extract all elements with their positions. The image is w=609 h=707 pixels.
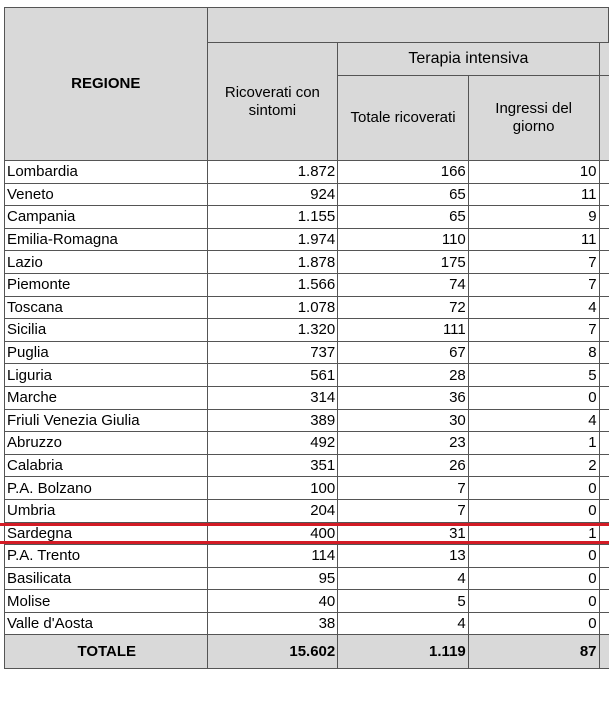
icu-total-column-header — [338, 76, 469, 161]
hospitalized-cell: 1.878 — [207, 251, 338, 274]
region-cell: Sicilia — [5, 319, 208, 342]
row-cut-cell — [599, 590, 608, 613]
region-cell: Puglia — [5, 341, 208, 364]
hospitalized-cell: 1.155 — [207, 206, 338, 229]
table-row — [5, 409, 609, 432]
icu-total-cell: 23 — [338, 432, 469, 455]
table-row — [5, 228, 609, 251]
row-cut-cell — [599, 409, 608, 432]
hospitalized-cell: 204 — [207, 499, 338, 522]
table-row — [5, 612, 609, 635]
region-column-header — [5, 8, 208, 161]
icu-daily-cell: 0 — [468, 477, 599, 500]
region-cell: Abruzzo — [5, 432, 208, 455]
icu-daily-cell: 8 — [468, 341, 599, 364]
icu-daily-cell: 7 — [468, 251, 599, 274]
hospitalized-cell: 1.974 — [207, 228, 338, 251]
icu-daily-cell: 0 — [468, 386, 599, 409]
icu-group-header — [338, 43, 599, 76]
region-header-label: REGIONE — [71, 75, 141, 92]
icu-daily-cell: 0 — [468, 612, 599, 635]
row-cut-cell — [599, 206, 608, 229]
icu-total-cell: 110 — [338, 228, 469, 251]
icu-total-cell: 111 — [338, 319, 469, 342]
table-row — [5, 545, 609, 568]
total-cut-cell — [599, 635, 608, 669]
table-row — [5, 161, 609, 184]
icu-daily-cell: 9 — [468, 206, 599, 229]
row-cut-cell — [599, 364, 608, 387]
icu-daily-cell: 5 — [468, 364, 599, 387]
table-row — [5, 522, 609, 545]
icu-total-cell: 30 — [338, 409, 469, 432]
icu-total-cell: 13 — [338, 545, 469, 568]
hospitalized-header-label: Ricoverati con sintomi — [224, 83, 320, 119]
table-row — [5, 499, 609, 522]
icu-daily-cell: 0 — [468, 590, 599, 613]
row-cut-cell — [599, 567, 608, 590]
hospitalized-cell: 1.078 — [207, 296, 338, 319]
icu-total-cell: 72 — [338, 296, 469, 319]
table-row — [5, 364, 609, 387]
region-cell: Veneto — [5, 183, 208, 206]
icu-daily-cell: 1 — [468, 522, 599, 545]
region-cell: Friuli Venezia Giulia — [5, 409, 208, 432]
icu-daily-cell: 11 — [468, 228, 599, 251]
region-cell: Lazio — [5, 251, 208, 274]
icu-total-cell: 4 — [338, 567, 469, 590]
table-row — [5, 319, 609, 342]
region-cell: Sardegna — [5, 522, 208, 545]
row-cut-cell — [599, 454, 608, 477]
table-row — [5, 386, 609, 409]
row-cut-cell — [599, 477, 608, 500]
icu-daily-cell: 0 — [468, 545, 599, 568]
hospitalized-cell: 40 — [207, 590, 338, 613]
row-cut-cell — [599, 545, 608, 568]
total-row — [5, 635, 609, 669]
icu-total-cell: 74 — [338, 273, 469, 296]
hospitalized-cell: 1.320 — [207, 319, 338, 342]
icu-daily-cell: 11 — [468, 183, 599, 206]
icu-total-cell: 5 — [338, 590, 469, 613]
region-cell: Basilicata — [5, 567, 208, 590]
region-cell: P.A. Bolzano — [5, 477, 208, 500]
icu-total-cell: 26 — [338, 454, 469, 477]
icu-total-cell: 67 — [338, 341, 469, 364]
row-cut-cell — [599, 251, 608, 274]
icu-total-cell: 65 — [338, 183, 469, 206]
icu-total-cell: 7 — [338, 499, 469, 522]
region-cell: Molise — [5, 590, 208, 613]
region-cell: Liguria — [5, 364, 208, 387]
icu-group-label: Terapia intensiva — [408, 50, 529, 67]
total-hospitalized: 15.602 — [207, 635, 338, 669]
hospitalized-cell: 924 — [207, 183, 338, 206]
icu-total-cell: 166 — [338, 161, 469, 184]
hospitalized-cell: 314 — [207, 386, 338, 409]
icu-total-cell: 65 — [338, 206, 469, 229]
icu-total-cell: 7 — [338, 477, 469, 500]
total-icu-daily: 87 — [468, 635, 599, 669]
hospitalized-cell: 492 — [207, 432, 338, 455]
hospitalized-cell: 351 — [207, 454, 338, 477]
header-cut-cell — [599, 43, 608, 76]
table-row — [5, 454, 609, 477]
region-cell: Marche — [5, 386, 208, 409]
region-cell: Emilia-Romagna — [5, 228, 208, 251]
covid-region-table — [4, 7, 609, 669]
icu-daily-column-header — [468, 76, 599, 161]
icu-daily-cell: 4 — [468, 409, 599, 432]
region-cell: Valle d'Aosta — [5, 612, 208, 635]
region-cell: Toscana — [5, 296, 208, 319]
hospitalized-cell: 400 — [207, 522, 338, 545]
hospitalized-cell: 737 — [207, 341, 338, 364]
region-cell: Umbria — [5, 499, 208, 522]
total-label: TOTALE — [5, 635, 208, 669]
icu-total-cell: 4 — [338, 612, 469, 635]
icu-daily-cell: 0 — [468, 567, 599, 590]
hospitalized-cell: 100 — [207, 477, 338, 500]
row-cut-cell — [599, 499, 608, 522]
row-cut-cell — [599, 228, 608, 251]
table-row — [5, 251, 609, 274]
hospitalized-cell: 1.872 — [207, 161, 338, 184]
region-cell: Piemonte — [5, 273, 208, 296]
row-cut-cell — [599, 183, 608, 206]
icu-daily-cell: 2 — [468, 454, 599, 477]
row-cut-cell — [599, 522, 608, 545]
table-body — [5, 161, 609, 635]
row-cut-cell — [599, 296, 608, 319]
region-cell: Calabria — [5, 454, 208, 477]
icu-daily-cell: 4 — [468, 296, 599, 319]
header-cut-cell — [599, 76, 608, 161]
hospitalized-cell: 1.566 — [207, 273, 338, 296]
table-row — [5, 296, 609, 319]
row-cut-cell — [599, 319, 608, 342]
row-cut-cell — [599, 386, 608, 409]
table-row — [5, 273, 609, 296]
row-cut-cell — [599, 161, 608, 184]
icu-daily-cell: 7 — [468, 319, 599, 342]
icu-daily-cell: 7 — [468, 273, 599, 296]
table-row — [5, 206, 609, 229]
icu-total-cell: 31 — [338, 522, 469, 545]
header-top-blank — [207, 8, 608, 43]
table-row — [5, 567, 609, 590]
region-cell: Campania — [5, 206, 208, 229]
icu-daily-header-label: Ingressi del giorno — [495, 100, 572, 135]
hospitalized-cell: 95 — [207, 567, 338, 590]
icu-total-header-label: Totale ricoverati — [350, 109, 456, 126]
hospitalized-cell: 561 — [207, 364, 338, 387]
row-cut-cell — [599, 432, 608, 455]
region-cell: P.A. Trento — [5, 545, 208, 568]
icu-total-cell: 28 — [338, 364, 469, 387]
table-row — [5, 477, 609, 500]
hospitalized-column-header — [207, 43, 338, 161]
icu-daily-cell: 1 — [468, 432, 599, 455]
table-row — [5, 432, 609, 455]
hospitalized-cell: 38 — [207, 612, 338, 635]
row-cut-cell — [599, 341, 608, 364]
table-row — [5, 183, 609, 206]
table-row — [5, 590, 609, 613]
row-cut-cell — [599, 273, 608, 296]
icu-total-cell: 36 — [338, 386, 469, 409]
icu-daily-cell: 10 — [468, 161, 599, 184]
total-icu-total: 1.119 — [338, 635, 469, 669]
row-cut-cell — [599, 612, 608, 635]
region-cell: Lombardia — [5, 161, 208, 184]
hospitalized-cell: 389 — [207, 409, 338, 432]
icu-total-cell: 175 — [338, 251, 469, 274]
hospitalized-cell: 114 — [207, 545, 338, 568]
table-row — [5, 341, 609, 364]
icu-daily-cell: 0 — [468, 499, 599, 522]
